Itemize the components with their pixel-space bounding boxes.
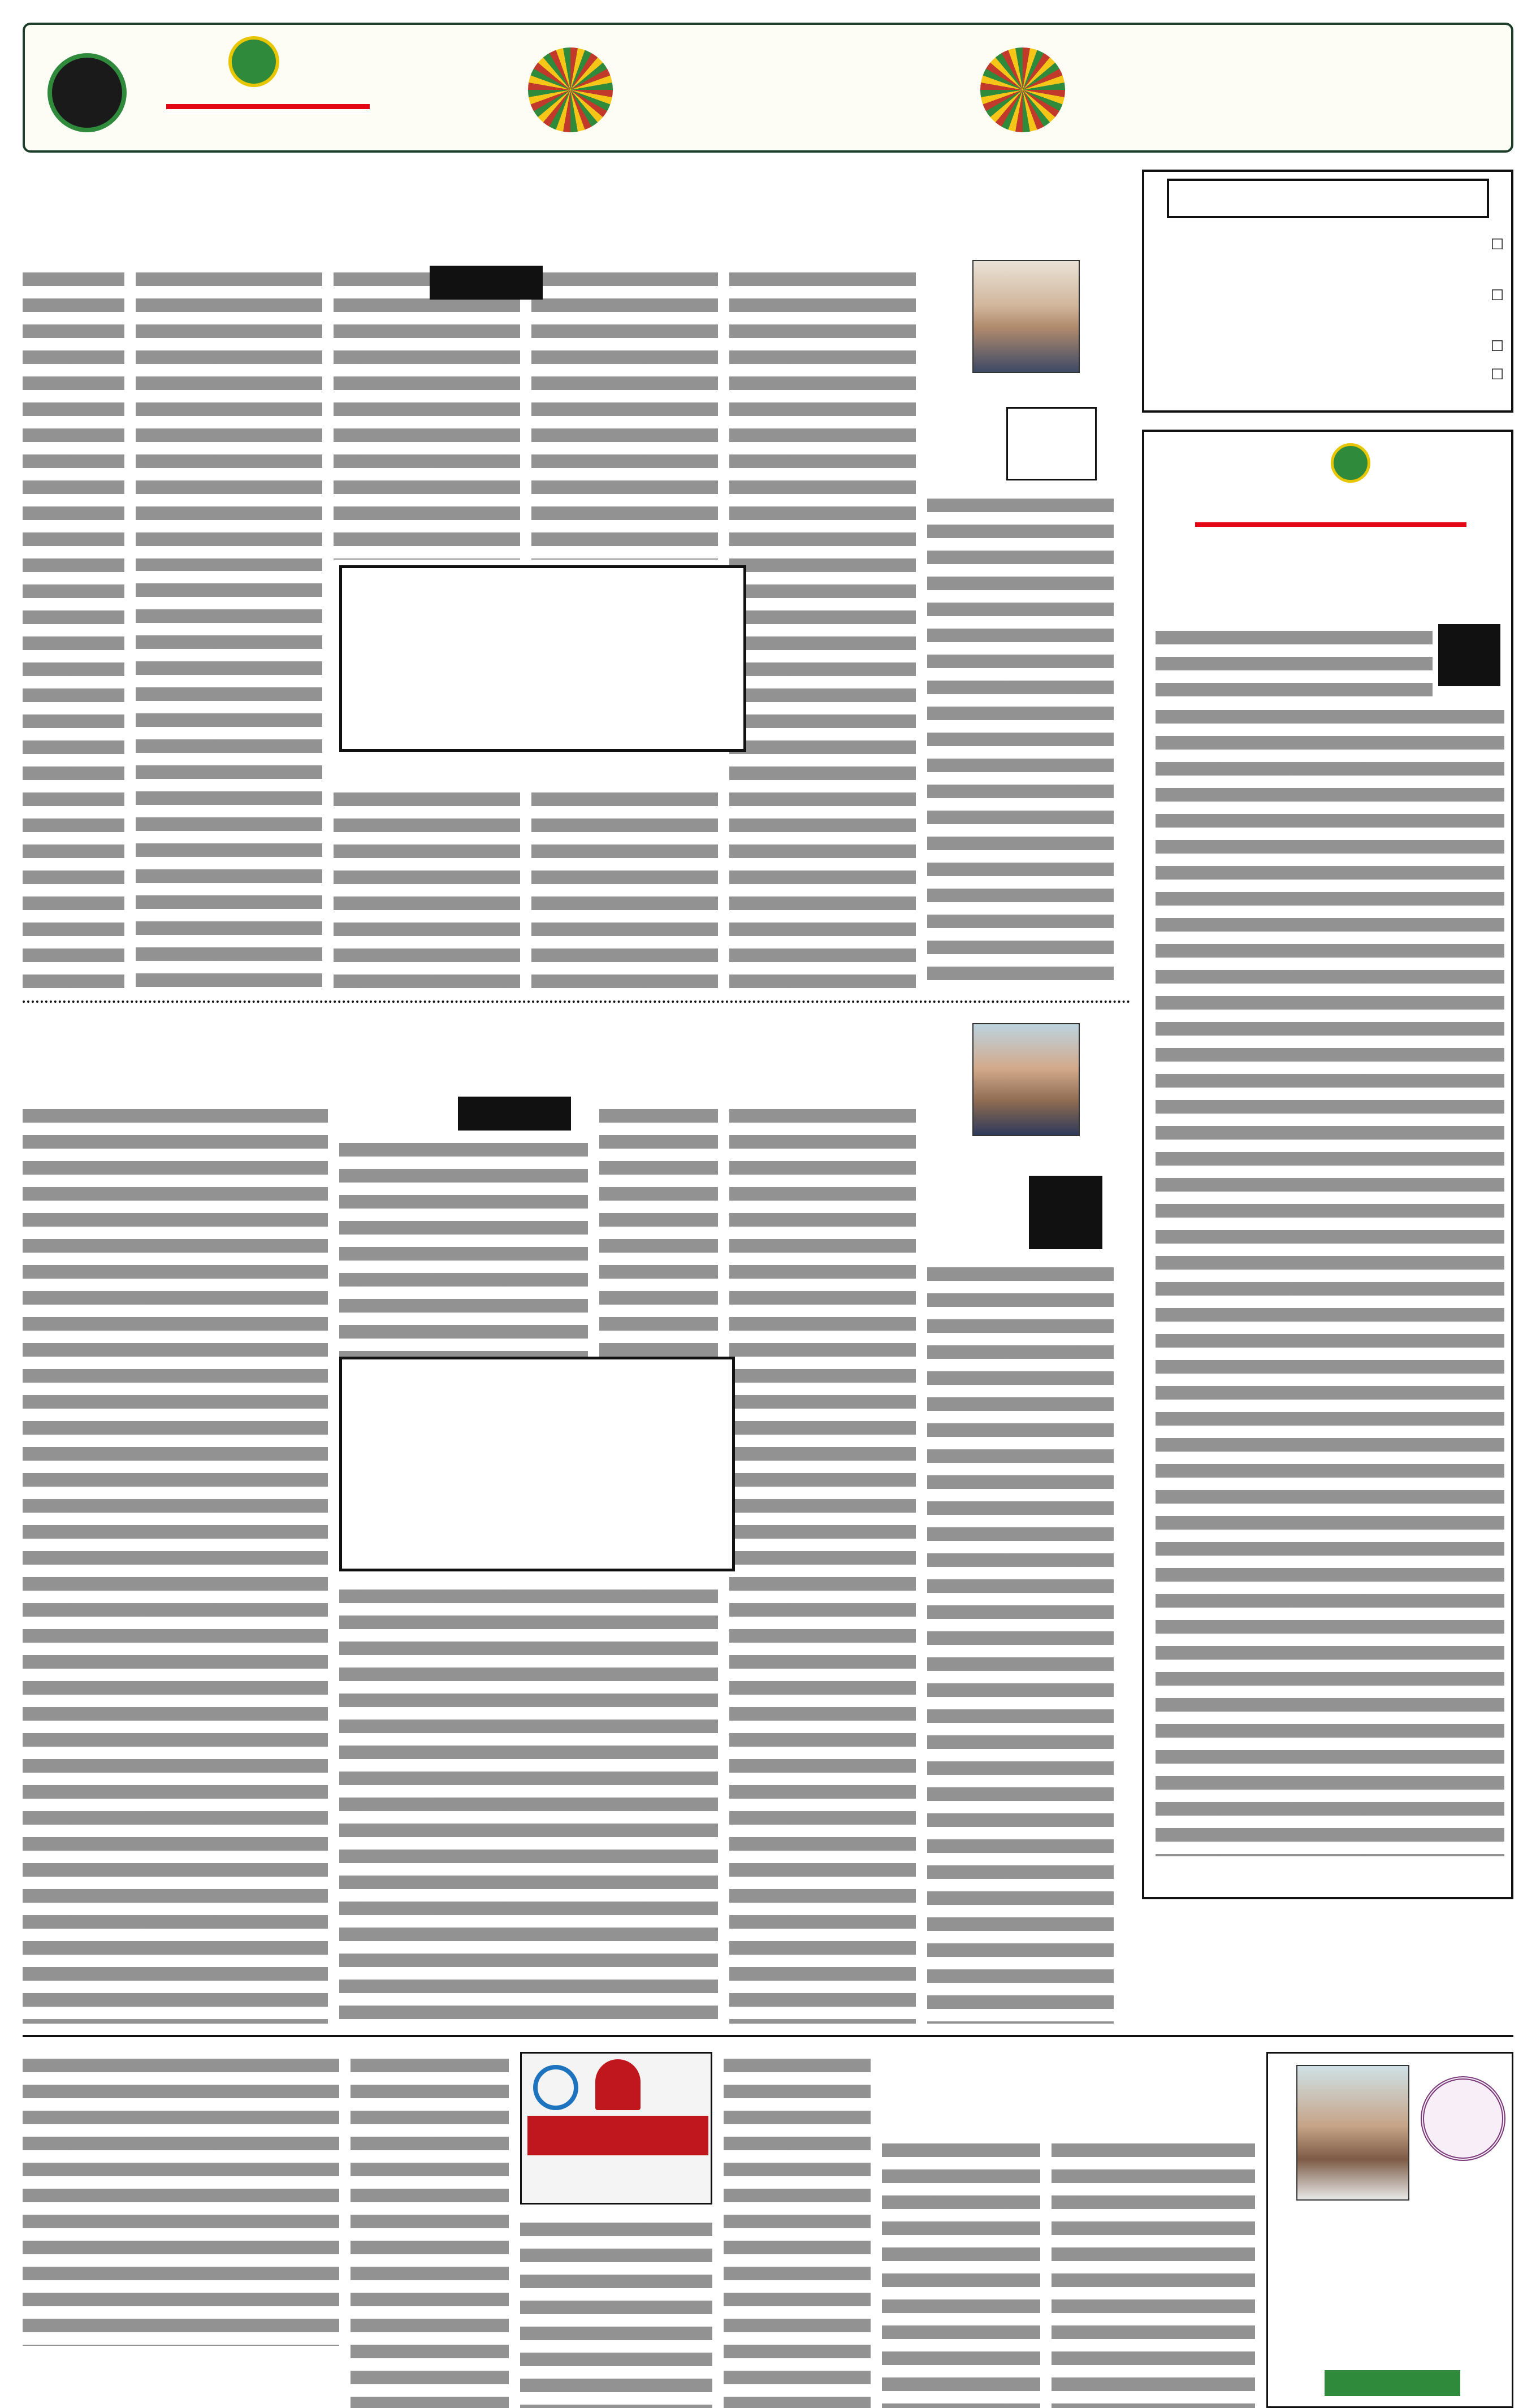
- second-pull-quote: [339, 1357, 735, 1571]
- letters-col-3: [351, 2052, 509, 2408]
- masthead: [23, 23, 1513, 153]
- letters-title: [527, 2116, 708, 2155]
- second-col-1: [927, 1261, 1114, 2024]
- column-body-2: [882, 2137, 1040, 2408]
- column-body-1: [1052, 2137, 1255, 2408]
- aaina-emblem: [1421, 2076, 1505, 2161]
- quote-item-2: [1153, 285, 1504, 306]
- second-tag: [458, 1097, 571, 1131]
- letters-col-1: [724, 2052, 871, 2408]
- letters-col-2: [520, 2216, 712, 2408]
- aaina-box: [1266, 2052, 1513, 2408]
- lead-col-6: [23, 266, 124, 989]
- second-col-5: [23, 1102, 328, 2024]
- quote-item-1: [1153, 234, 1504, 255]
- letterbox-icon: [595, 2059, 641, 2110]
- emblem-left: [528, 47, 613, 132]
- second-col-6: [339, 1583, 718, 2024]
- side-logo: [1161, 443, 1500, 556]
- lead-col-3: [531, 266, 718, 560]
- masthead-logo: [166, 36, 370, 149]
- lead-col-1: [927, 492, 1114, 989]
- letters-banner: [520, 2052, 712, 2205]
- second-headline: [23, 1012, 1131, 1091]
- checkbox-icon: ☐: [1490, 236, 1504, 253]
- logo-bar: [166, 104, 370, 114]
- section-divider: [23, 1001, 1131, 1003]
- lead-tag: [430, 266, 543, 300]
- second-col-2: [729, 1102, 916, 2024]
- lead-headline-text: [23, 170, 1125, 254]
- lead-kicker: [1006, 407, 1097, 480]
- side-body-top: [1156, 624, 1433, 698]
- emblem-right: [980, 47, 1065, 132]
- side-logo-badge: [1331, 443, 1370, 483]
- side-logo-bar: [1195, 522, 1466, 531]
- letters-col-4: [23, 2052, 339, 2346]
- browser-icon: [533, 2065, 578, 2110]
- aaina-photo: [1296, 2065, 1409, 2201]
- lead-lower-col-2: [531, 786, 718, 989]
- checkbox-icon: ☐: [1490, 366, 1504, 383]
- page-number-badge: [47, 53, 127, 132]
- column-headline: [882, 2052, 1255, 2131]
- lead-col-4: [334, 266, 520, 560]
- second-author-photo: [972, 1023, 1080, 1136]
- side-dropcap: [1438, 624, 1500, 686]
- lead-pull-quote: [339, 565, 746, 752]
- logo-one-badge: [228, 36, 279, 87]
- urdu-page-title: [1099, 42, 1495, 138]
- lead-lower-col-3: [334, 786, 520, 989]
- poet-caption: [1325, 2370, 1460, 2396]
- footer-notice: [23, 2312, 339, 2351]
- lead-lower-col-4: [136, 577, 322, 989]
- side-body: [1156, 703, 1504, 1856]
- author-photo: [972, 260, 1080, 373]
- checkbox-icon: ☐: [1490, 338, 1504, 355]
- quotes-box: [1142, 170, 1513, 413]
- quote-item-4: [1153, 364, 1504, 386]
- lead-col-2: [729, 266, 916, 989]
- checkbox-icon: ☐: [1490, 287, 1504, 304]
- quote-item-3: [1153, 336, 1504, 357]
- quotes-title: [1167, 179, 1489, 218]
- bottom-divider: [23, 2035, 1513, 2037]
- side-article: [1142, 430, 1513, 1899]
- lead-col-5: [136, 266, 322, 571]
- second-kicker: [1029, 1176, 1102, 1249]
